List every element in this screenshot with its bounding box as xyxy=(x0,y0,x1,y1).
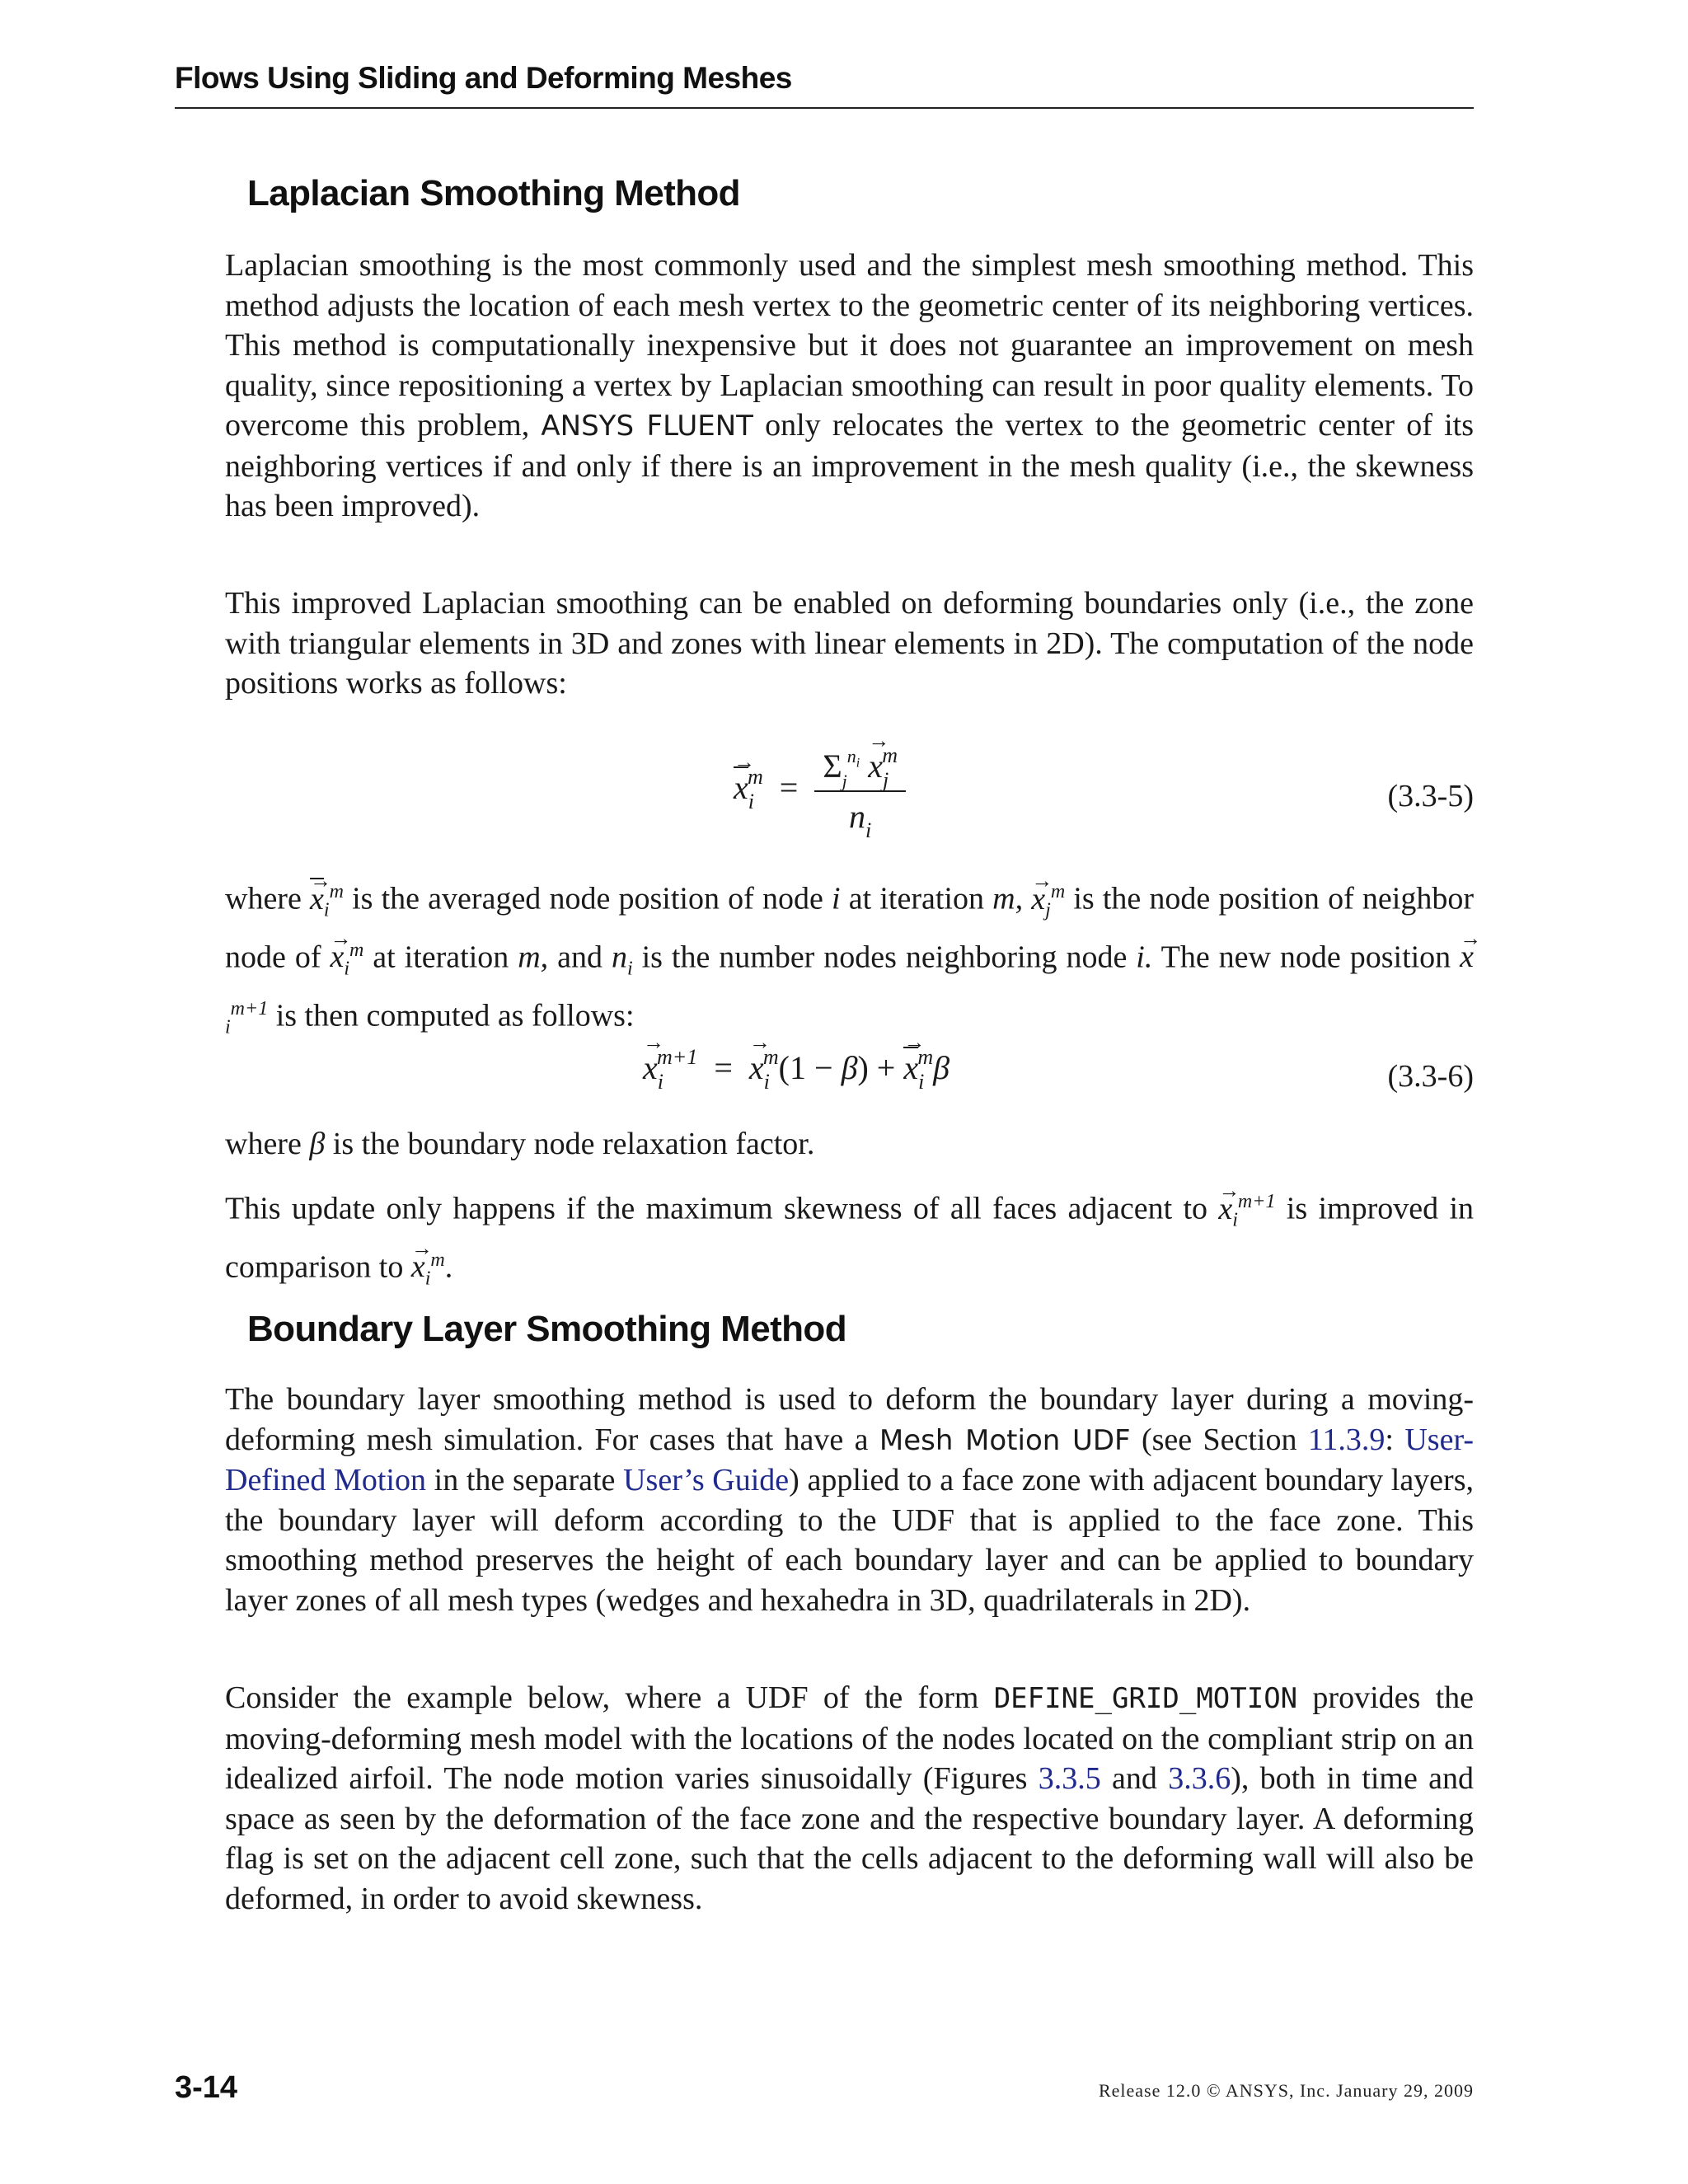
text: Consider the example below, where a UDF of the form xyxy=(225,1680,994,1715)
release-info: Release 12.0 © ANSYS, Inc. January 29, 2009 xyxy=(1098,2080,1474,2101)
text: improved in comparison to xyxy=(225,1191,1475,1285)
text: at iteration xyxy=(373,940,509,975)
ui-term: Mesh Motion UDF xyxy=(879,1423,1131,1457)
text: Laplacian smoothing is the most commonly used and the simplest mesh smoothing method. This method adjusts the location of each mesh vertex to the geometric center of its neighboring vertices. This method is computationally inexpensive but it does not guarantee an improvement on mesh quality, since repositioning a vertex by Laplacian smoothing can result in poor quality elements. To overcome this problem, xyxy=(225,248,1474,443)
math-symbol: m, xyxy=(518,940,549,975)
equation-3-3-5: → $x_i^m$ = $\frac{\Sigma_j^{n_i} \to x_j^m}{n_i}$ xyxy=(734,747,906,836)
paragraph-relaxation-factor xyxy=(225,1124,1474,1165)
text: and xyxy=(1100,1761,1169,1796)
equation-3-3-6: → $x_i^{m+1}$ = → $x_i^m(1 - \beta)$ + → $x_i^m\beta$ xyxy=(643,1048,950,1087)
math-symbol: i. xyxy=(1136,940,1153,975)
equation-number: (3.3-6) xyxy=(1387,1059,1474,1094)
text: only relocates the vertex to the geometric center of its neighboring vertices if and only if there is an improvement in the mesh quality (i.e., the skewness has been improved). xyxy=(225,408,1474,523)
users-guide-link[interactable]: User’s Guide xyxy=(623,1463,790,1497)
text: ), both in time and space as seen by the deformation of the face zone and the respective boundary layer. A deforming flag is set on the adjacent cell zone, such that the cells adjacent to the deforming wall will also be deformed, in order to avoid skewness. xyxy=(225,1761,1474,1916)
math-symbol: β xyxy=(309,1127,326,1161)
text: The new node position xyxy=(1160,940,1451,975)
page-number: 3-14 xyxy=(175,2070,238,2105)
math-symbol: i xyxy=(832,881,841,916)
paragraph-update-condition: This update only happens if the maximum skewness of all faces adjacent to → $x_i^{m+1}$ is improved in comparison to → $x_i^m$. xyxy=(225,1182,1474,1299)
text: at iteration xyxy=(848,881,984,916)
header-rule xyxy=(175,107,1474,109)
text: ) applied to a face zone with adjacent boundary layers, the boundary layer will deform according to the UDF that is applied to the face zone. This smoothing method preserves the height of each boundary layer and can be applied to boundary layer zones of all mesh types (wedges and hexahedra in 3D, quadrilaterals in 2D). xyxy=(225,1463,1474,1618)
section-link[interactable]: 11.3.9 xyxy=(1307,1422,1386,1457)
equation-number: (3.3-5) xyxy=(1387,779,1474,813)
text: (see Section xyxy=(1130,1422,1308,1457)
paragraph-boundary-layer-intro xyxy=(225,1380,1474,1620)
product-name: ANSYS FLUENT xyxy=(541,410,753,443)
paragraph-laplacian-computation: This improved Laplacian smoothing can be enabled on deforming boundaries only (i.e., the zone with triangular elements in 3D and zones with linear elements in 2D). The computation of the node positions works as follows: xyxy=(225,586,1474,701)
running-head: Flows Using Sliding and Deforming Meshes xyxy=(175,61,792,95)
text: where xyxy=(225,881,302,916)
text: The boundary layer smoothing method is used to deform the boundary layer during a moving-deforming mesh simulation. For cases that have a xyxy=(225,1382,1474,1457)
text: is xyxy=(1286,1191,1308,1226)
figure-link[interactable]: 3.3.6 xyxy=(1168,1761,1231,1796)
text: of neighbor node of xyxy=(225,881,1475,975)
text: This update only happens if the maximum skewness of all faces adjacent to xyxy=(225,1191,1208,1226)
math-symbol: m, xyxy=(992,881,1024,916)
text: is then computed as follows: xyxy=(275,998,635,1033)
text: where xyxy=(225,1127,302,1161)
code-term: DEFINE_GRID_MOTION xyxy=(993,1682,1298,1715)
text: : xyxy=(1385,1422,1405,1457)
text: in the separate xyxy=(425,1463,624,1497)
text: is the averaged node position of node xyxy=(352,881,823,916)
section-heading-boundary-layer: Boundary Layer Smoothing Method xyxy=(247,1309,846,1349)
text: is the boundary node relaxation factor. xyxy=(332,1127,815,1161)
text: and xyxy=(557,940,603,975)
paragraph-laplacian-intro xyxy=(225,246,1474,527)
text: provides the moving-deforming mesh model with the locations of the nodes located on the compliant strip on an idealized airfoil. The node motion varies sinusoidally (Figures xyxy=(225,1680,1475,1796)
text: . xyxy=(444,1249,453,1285)
text: is the number nodes neighboring node xyxy=(641,940,1128,975)
section-heading-laplacian: Laplacian Smoothing Method xyxy=(247,173,740,213)
text: is the node position xyxy=(1073,881,1320,916)
user-defined-motion-link[interactable]: User-Defined Motion xyxy=(225,1422,1474,1497)
paragraph-udf-example xyxy=(225,1678,1474,1919)
figure-link[interactable]: 3.3.5 xyxy=(1038,1761,1101,1796)
paragraph-equation-explanation: where → $x_i^m$ is the averaged node position of node i at iteration m, → $x_j^m$ is the node position of neighbor node of → $x_i^m$ at iteration m, and $n_i$ is the number nodes neighboring node i. The new node position → $x_i^{m+1}$ is then computed as follows: xyxy=(225,872,1474,1047)
